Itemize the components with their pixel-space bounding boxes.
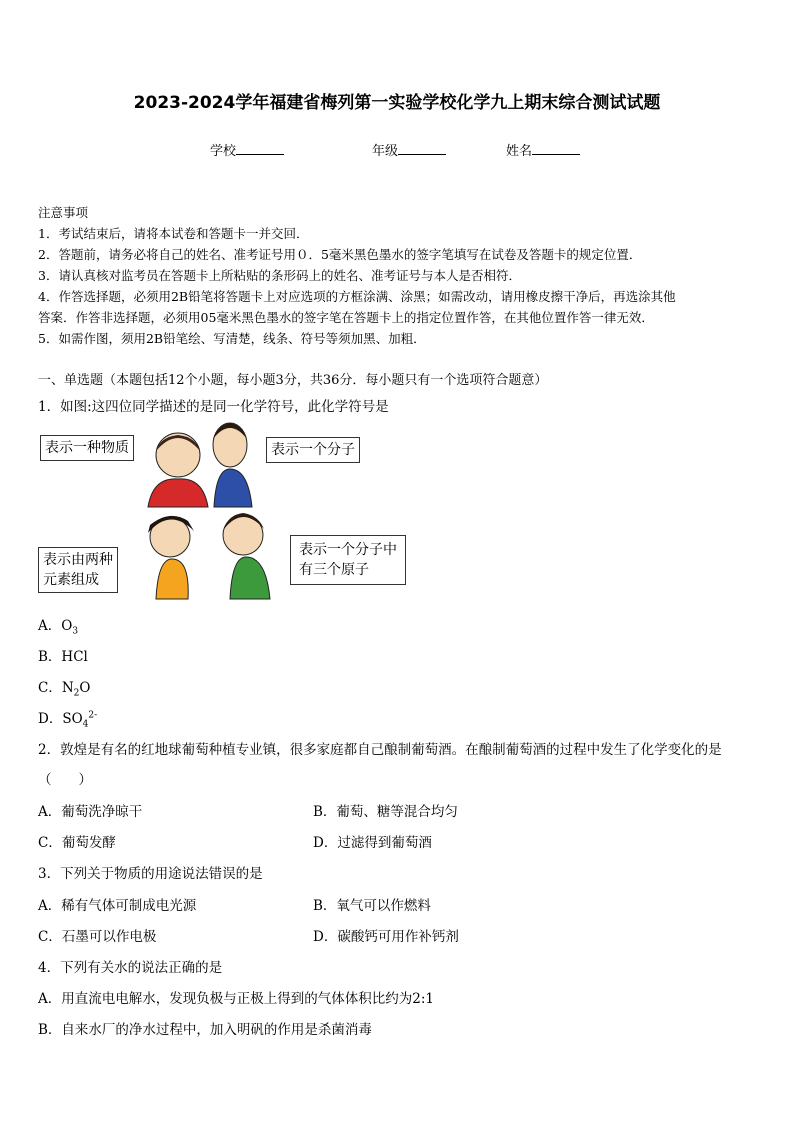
- note-item: 2．答题前，请务必将自己的姓名、准考证号用０．5毫米黑色墨水的签字笔填写在试卷及答题卡的规定位置．: [38, 247, 642, 262]
- grade-label: 年级: [372, 144, 399, 159]
- question-4-stem: 4．下列有关水的说法正确的是: [38, 960, 223, 976]
- question-2-stem: 2．敦煌是有名的红地球葡萄种植专业镇，很多家庭都自己酿制葡萄酒。在酿制葡萄酒的过程中发生了化学变化的是: [38, 742, 722, 758]
- school-field: [210, 140, 284, 159]
- question-3-option-d: D．碳酸钙可用作补钙剂: [313, 929, 459, 945]
- grade-field: [372, 140, 446, 159]
- question-3-option-b: B．氧气可以作燃料: [313, 898, 431, 914]
- question-1-option-d: D．$SO_4^{2-}$: [38, 710, 98, 730]
- note-item: 答案．作答非选择题，必须用05毫米黑色墨水的签字笔在答题卡上的指定位置作答，在其他位置作答一律无效．: [38, 310, 654, 325]
- bubble-one-substance: 表示一种物质: [40, 435, 134, 461]
- bubble-two-elements: [38, 547, 118, 593]
- question-1-figure: [38, 417, 418, 607]
- bubble-three-atoms-line1: 表示一个分子中: [299, 542, 397, 558]
- student-girl-bottom: [148, 516, 194, 599]
- question-4-option-b: B．自来水厂的净水过程中，加入明矾的作用是杀菌消毒: [38, 1022, 372, 1038]
- question-2-option-b: B．葡萄、糖等混合均匀: [313, 804, 458, 820]
- grade-blank: [398, 142, 446, 155]
- student-man-top: [213, 423, 252, 507]
- question-1-stem: 1．如图:这四位同学描述的是同一化学符号，此化学符号是: [38, 399, 389, 415]
- school-blank: [236, 142, 284, 155]
- section-heading: 一、单选题（本题包括12个小题，每小题3分，共36分．每小题只有一个选项符合题意）: [38, 373, 548, 388]
- page-title: 2023-2024学年福建省梅列第一实验学校化学九上期末综合测试试题: [133, 93, 661, 113]
- question-3-stem: 3．下列关于物质的用途说法错误的是: [38, 866, 263, 882]
- note-item: 1．考试结束后，请将本试卷和答题卡一并交回．: [38, 226, 309, 241]
- bubble-three-atoms: [290, 535, 406, 585]
- question-1-option-a: A．$O_3$: [38, 618, 79, 637]
- name-field: [506, 140, 580, 159]
- school-label: 学校: [210, 144, 237, 159]
- question-2-option-c: C．葡萄发酵: [38, 835, 116, 851]
- question-2-option-d: D．过滤得到葡萄酒: [313, 835, 432, 851]
- notes-heading: 注意事项: [38, 205, 89, 220]
- note-item: 5．如需作图，须用2B铅笔绘、写清楚，线条、符号等须加黑、加粗．: [38, 331, 426, 346]
- note-item: 3．请认真核对监考员在答题卡上所粘贴的条形码上的姓名、准考证号与本人是否相符．: [38, 268, 521, 283]
- bubble-three-atoms-line2: 有三个原子: [299, 562, 369, 578]
- question-2-paren: （ ）: [38, 772, 92, 788]
- question-3-option-a: A．稀有气体可制成电光源: [38, 898, 197, 914]
- note-item: 4．作答选择题，必须用2B铅笔将答题卡上对应选项的方框涂满、涂黑；如需改动，请用橡皮擦干净后，再选涂其他: [38, 289, 676, 304]
- question-4-option-a: A．用直流电电解水，发现负极与正极上得到的气体体积比约为2:1: [38, 991, 434, 1007]
- name-blank: [532, 142, 580, 155]
- question-2-option-a: A．葡萄洗净晾干: [38, 804, 143, 820]
- question-3-option-c: C．石墨可以作电极: [38, 929, 157, 945]
- question-1-option-c: C．$N_2O$: [38, 680, 91, 699]
- student-boy-bottom: [223, 513, 270, 599]
- name-label: 姓名: [506, 144, 533, 159]
- bubble-two-elements-line2: 元素组成: [43, 572, 99, 588]
- bubble-two-elements-line1: 表示由两种: [43, 552, 113, 568]
- student-girl-top: [148, 433, 208, 507]
- bubble-one-molecule: 表示一个分子: [266, 437, 360, 463]
- question-1-option-b: B．HCl: [38, 649, 88, 665]
